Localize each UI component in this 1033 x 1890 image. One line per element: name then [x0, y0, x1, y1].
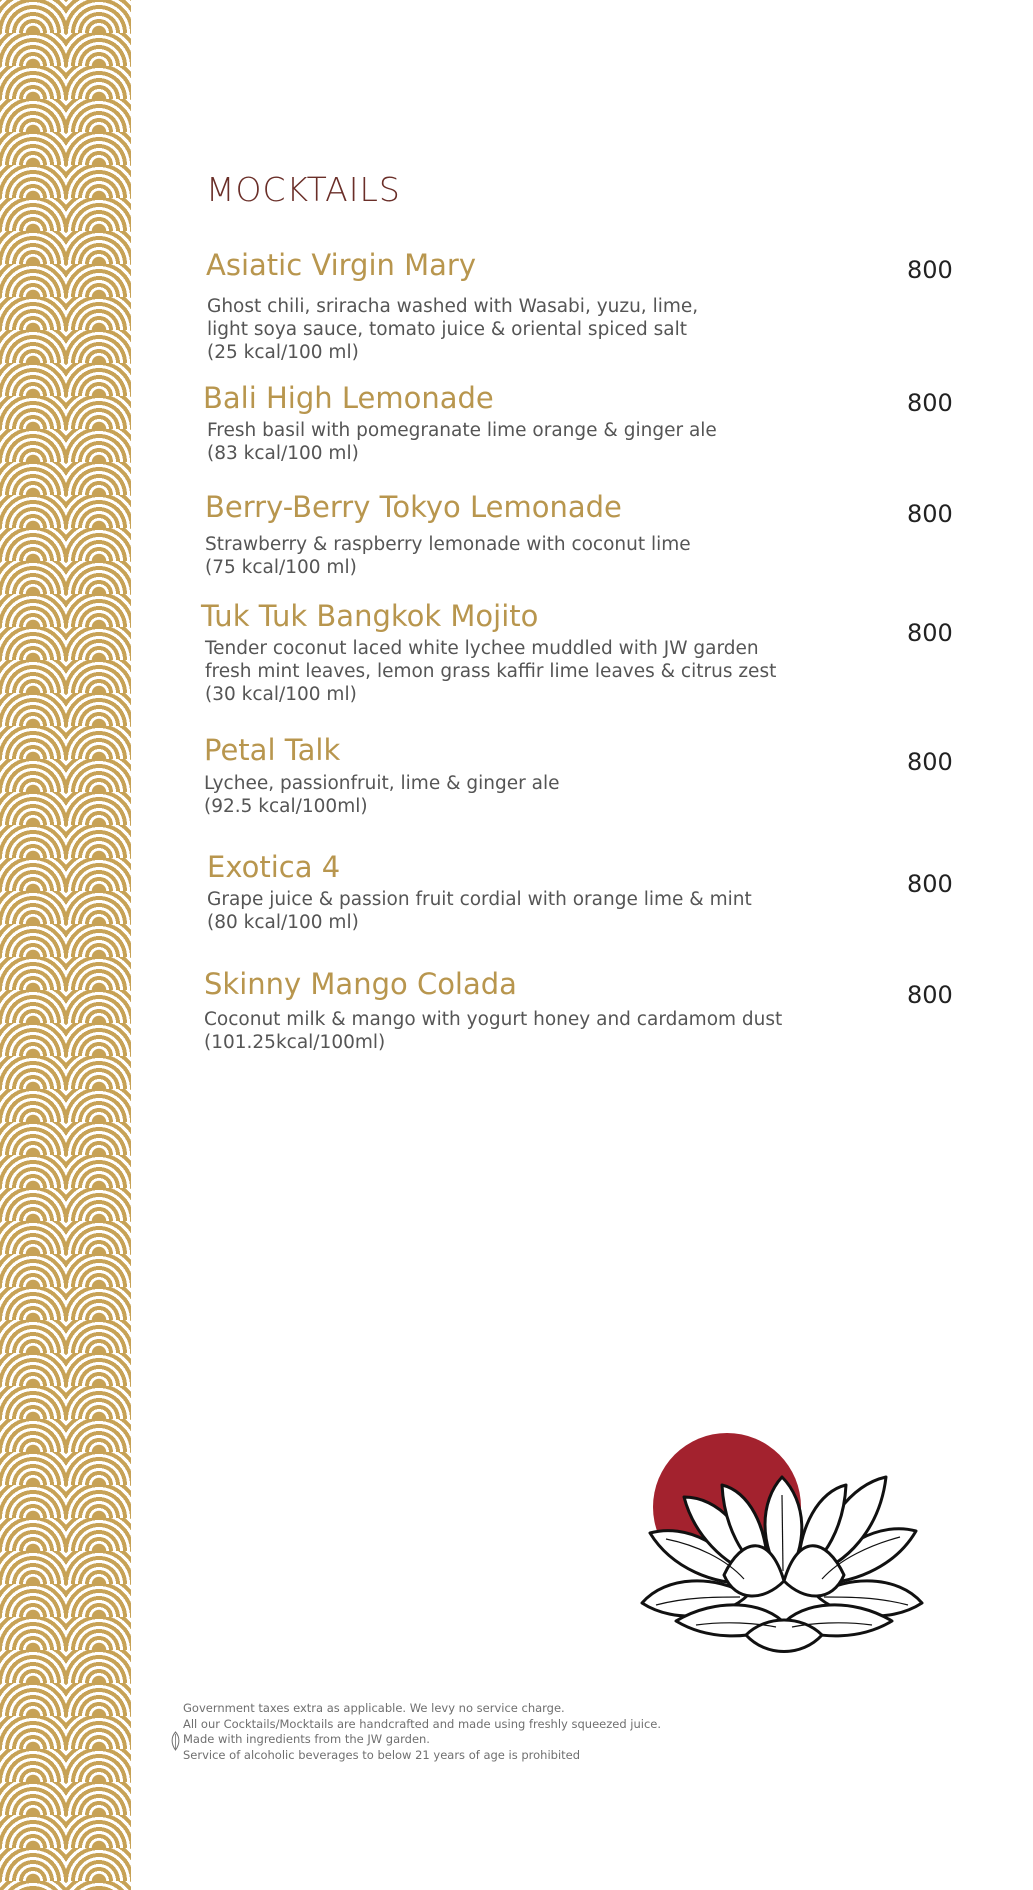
item-description: Strawberry & raspberry lemonade with coconut lime (75 kcal/100 ml): [205, 534, 691, 578]
decorative-wave-pattern: [0, 0, 131, 1890]
item-name-asiatic-virgin-mary: Asiatic Virgin Mary: [206, 248, 476, 282]
item-name-berry-berry-tokyo-lemonade: Berry-Berry Tokyo Lemonade: [205, 490, 622, 524]
lotus-sun-illustration: [636, 1425, 928, 1660]
item-description: Fresh basil with pomegranate lime orange & ginger ale (83 kcal/100 ml): [207, 420, 717, 464]
footnote-age-restriction: Service of alcoholic beverages to below 21 years of age is prohibited: [183, 1747, 581, 1762]
item-description: Ghost chili, sriracha washed with Wasabi, yuzu, lime, light soya sauce, tomato juice & oriental spiced salt (25 kcal/100 ml): [207, 296, 699, 363]
item-price: 800: [907, 870, 953, 898]
footnote-taxes: Government taxes extra as applicable. We levy no service charge.: [183, 1701, 565, 1715]
item-name-bali-high-lemonade: Bali High Lemonade: [203, 381, 494, 415]
item-description: Tender coconut laced white lychee muddled with JW garden fresh mint leaves, lemon grass kaffir lime leaves & citrus zest (30 kcal/100 ml): [205, 638, 777, 705]
footnote-garden: Made with ingredients from the JW garden.: [183, 1732, 430, 1746]
item-name-exotica-4: Exotica 4: [207, 850, 341, 884]
footnotes: [183, 1701, 661, 1763]
footnote-handcrafted: All our Cocktails/Mocktails are handcrafted and made using freshly squeezed juice.: [183, 1716, 662, 1731]
item-price: 800: [907, 981, 953, 1009]
item-name-petal-talk: Petal Talk: [204, 733, 341, 767]
item-name-skinny-mango-colada: Skinny Mango Colada: [204, 967, 517, 1001]
item-description: Lychee, passionfruit, lime & ginger ale (92.5 kcal/100ml): [204, 773, 560, 817]
item-price: 800: [907, 389, 953, 417]
item-price: 800: [907, 256, 953, 284]
leaf-icon: [170, 1731, 181, 1751]
item-name-tuk-tuk-bangkok-mojito: Tuk Tuk Bangkok Mojito: [201, 599, 539, 633]
item-price: 800: [907, 500, 953, 528]
item-price: 800: [907, 748, 953, 776]
item-description: Coconut milk & mango with yogurt honey and cardamom dust (101.25kcal/100ml): [204, 1009, 783, 1053]
section-title: MOCKTAILS: [206, 170, 401, 209]
item-description: Grape juice & passion fruit cordial with orange lime & mint (80 kcal/100 ml): [207, 889, 752, 933]
item-price: 800: [907, 619, 953, 647]
